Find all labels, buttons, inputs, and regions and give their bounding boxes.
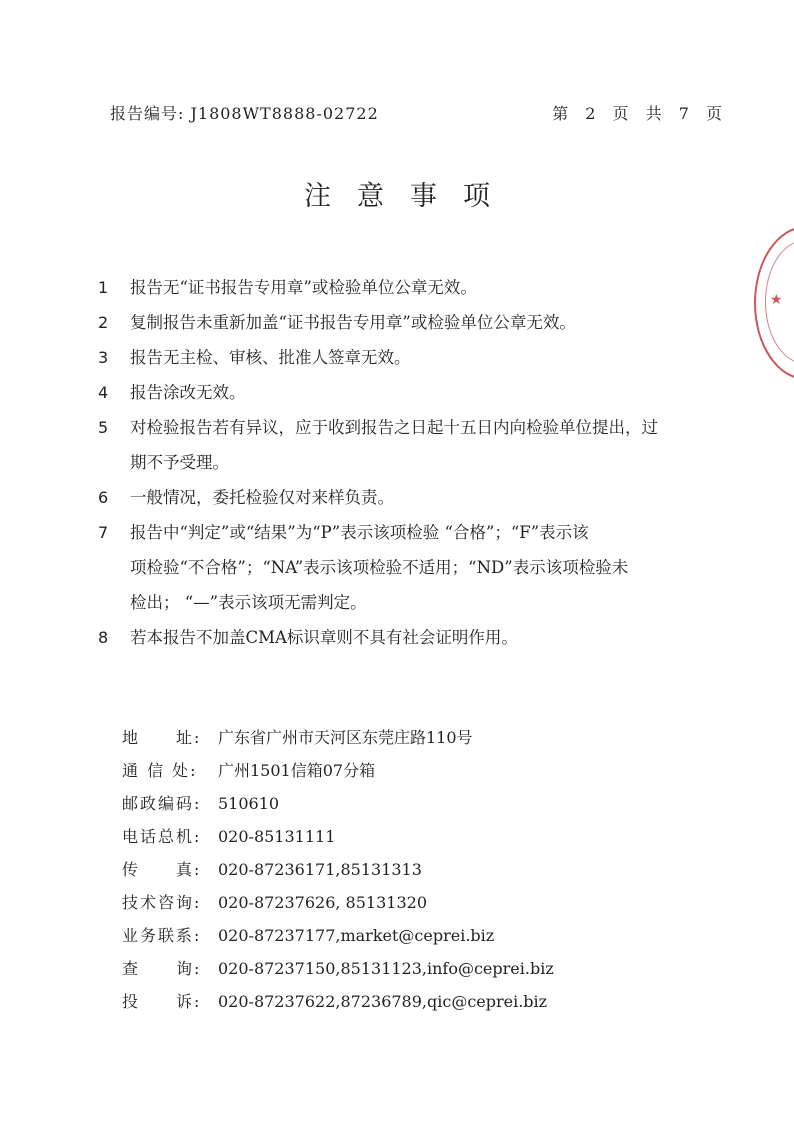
note-text: 报告中“判定”或“结果”为“P”表示该项检验 “合格”；“F”表示该	[130, 523, 589, 542]
contact-label: 传 真:	[122, 860, 202, 879]
contact-row-mailbox	[122, 754, 554, 787]
note-item	[98, 375, 748, 410]
contact-row-tech-consulting	[122, 886, 554, 919]
contact-value: 020-87237150,85131123,info@ceprei.biz	[218, 959, 554, 978]
contact-row-switchboard	[122, 820, 554, 853]
note-number: 4	[98, 383, 109, 402]
note-number: 8	[98, 628, 109, 647]
contact-value: 510610	[218, 794, 280, 813]
notes-list	[98, 270, 748, 655]
contact-row-address	[122, 721, 554, 754]
note-item	[98, 410, 748, 480]
contact-label: 通 信 处:	[122, 761, 198, 780]
contact-label: 邮政编码:	[122, 794, 202, 813]
note-number: 5	[98, 418, 109, 437]
contact-label: 投 诉:	[122, 992, 202, 1011]
note-item	[98, 270, 748, 305]
contact-row-complaint	[122, 985, 554, 1018]
contact-value: 020-87236171,85131313	[218, 860, 422, 879]
note-text: 检出； “—”表示该项无需判定。	[130, 593, 367, 612]
contact-row-postcode	[122, 787, 554, 820]
note-text: 项检验“不合格”；“NA”表示该项检验不适用；“ND”表示该项检验未	[130, 558, 629, 577]
contact-label: 电话总机:	[122, 827, 202, 846]
note-number: 2	[98, 313, 109, 332]
official-seal-stamp	[754, 226, 794, 380]
note-text: 对检验报告若有异议，应于收到报告之日起十五日内向检验单位提出，过	[130, 418, 658, 437]
page-title: 注意事项	[304, 181, 516, 212]
contact-label: 查 询:	[122, 959, 202, 978]
contact-value: 广州1501信箱07分箱	[218, 761, 376, 780]
contact-value: 020-87237626, 85131320	[218, 893, 427, 912]
note-number: 1	[98, 278, 109, 297]
note-text: 报告无“证书报告专用章”或检验单位公章无效。	[130, 278, 477, 297]
note-number: 7	[98, 523, 109, 542]
note-item	[98, 305, 748, 340]
note-text: 若本报告不加盖CMA标识章则不具有社会证明作用。	[130, 628, 518, 647]
note-text: 期不予受理。	[130, 453, 229, 472]
contact-row-business	[122, 919, 554, 952]
contact-value: 020-87237177,market@ceprei.biz	[218, 926, 495, 945]
contact-value: 020-87237622,87236789,qic@ceprei.biz	[218, 992, 548, 1011]
note-item	[98, 620, 748, 655]
contact-label: 技术咨询:	[122, 893, 202, 912]
contact-row-fax	[122, 853, 554, 886]
note-text: 报告无主检、审核、批准人签章无效。	[130, 348, 411, 367]
note-text: 报告涂改无效。	[130, 383, 246, 402]
contact-row-inquiry	[122, 952, 554, 985]
contact-info	[122, 721, 554, 1018]
note-item	[98, 515, 748, 620]
contact-value: 020-85131111	[218, 827, 336, 846]
report-header	[110, 101, 728, 127]
contact-label: 地 址:	[122, 728, 202, 747]
note-text: 复制报告未重新加盖“证书报告专用章”或检验单位公章无效。	[130, 313, 576, 332]
note-number: 6	[98, 488, 109, 507]
note-number: 3	[98, 348, 109, 367]
note-item	[98, 480, 748, 515]
seal-star-icon: ★	[770, 292, 783, 308]
contact-value: 广东省广州市天河区东莞庄路110号	[218, 728, 473, 747]
report-number: 报告编号: J1808WT8888-02722	[110, 104, 379, 123]
page-info: 第 2 页 共 7 页	[552, 104, 728, 123]
note-item	[98, 340, 748, 375]
contact-label: 业务联系:	[122, 926, 202, 945]
note-text: 一般情况，委托检验仅对来样负责。	[130, 488, 394, 507]
